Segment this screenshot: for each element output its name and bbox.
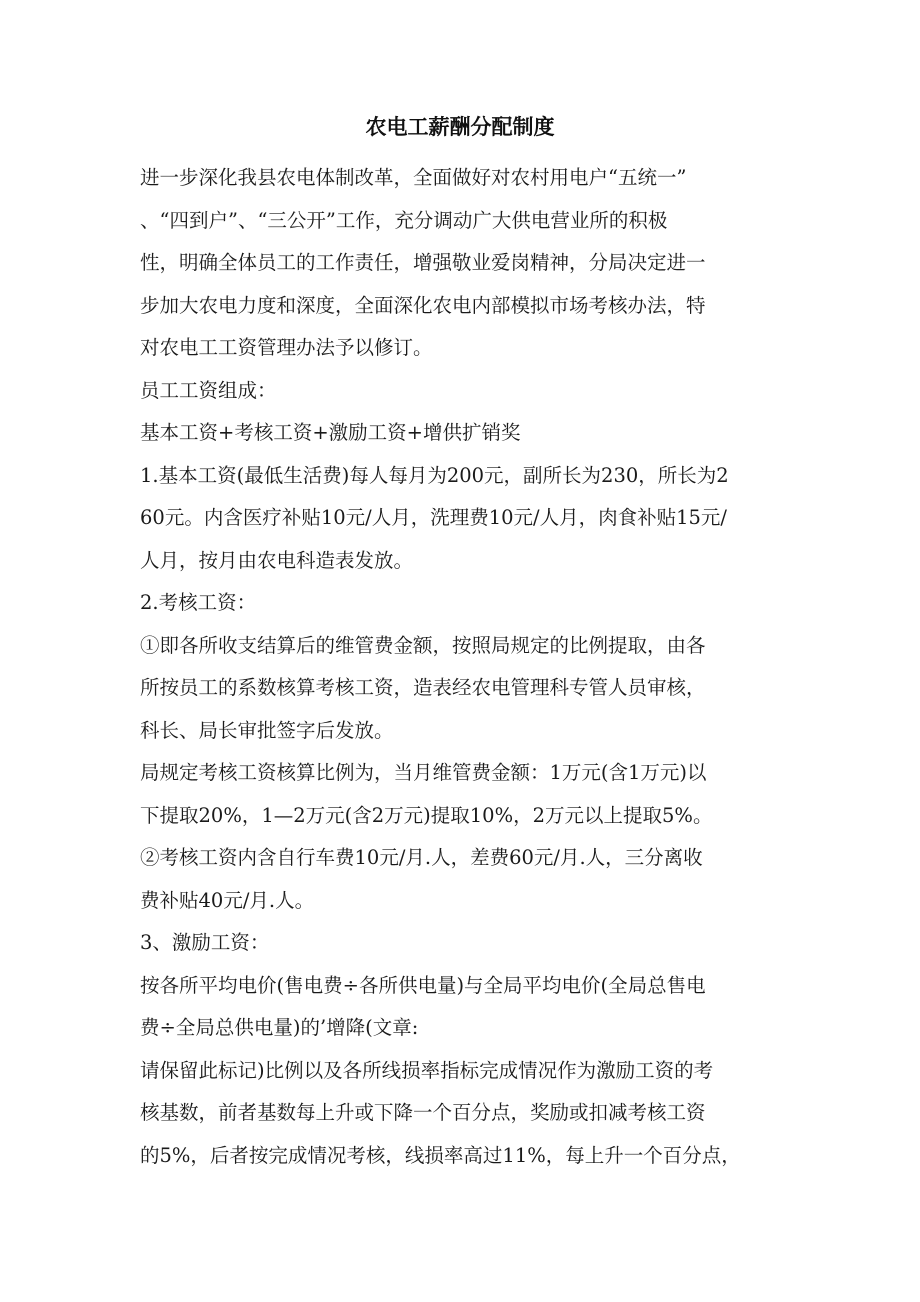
text-line: 、“四到户”、“三公开”工作，充分调动广大供电营业所的积极: [140, 208, 668, 232]
document-title: 农电工薪酬分配制度: [365, 115, 555, 139]
text-line: 核基数，前者基数每上升或下降一个百分点，奖励或扣减考核工资: [140, 1101, 706, 1124]
section-heading: 2.考核工资：: [140, 591, 257, 614]
text-line: 科长、局长审批签字后发放。: [140, 718, 394, 742]
text-line: 请保留此标记)比例以及各所线损率指标完成情况作为激励工资的考: [140, 1058, 714, 1082]
text-line: 人月，按月由农电科造表发放。: [140, 548, 414, 572]
text-line: 下提取20%，1—2万元(含2万元)提取10%，2万元以上提取5%。: [140, 803, 713, 827]
text-line: 按各所平均电价(售电费÷各所供电量)与全局平均电价(全局总售电: [140, 973, 706, 997]
text-line: 费补贴40元/月.人。: [140, 888, 315, 912]
text-line: 所按员工的系数核算考核工资，造表经农电管理科专管人员审核，: [140, 676, 706, 699]
text-line: ①即各所收支结算后的维管费金额，按照局规定的比例提取，由各: [140, 633, 706, 657]
text-line: 的5%，后者按完成情况考核，线损率高过11%，每上升一个百分点，: [140, 1143, 741, 1167]
text-line: 局规定考核工资核算比例为，当月维管费金额：1万元(含1万元)以: [140, 761, 707, 784]
section-heading: 3、激励工资：: [140, 931, 270, 954]
document-body: [140, 157, 780, 1177]
text-line: 基本工资+考核工资+激励工资+增供扩销奖: [140, 421, 521, 444]
text-line: 费÷全局总供电量)的’增降(文章:: [140, 1016, 419, 1039]
text-line: 性，明确全体员工的工作责任，增强敬业爱岗精神，分局决定进一: [140, 251, 706, 274]
text-line: 进一步深化我县农电体制改革，全面做好对农村用电户“五统一”: [140, 166, 687, 189]
text-line: 60元。内含医疗补贴10元/人月，洗理费10元/人月，肉食补贴15元/: [140, 506, 727, 529]
text-line: ②考核工资内含自行车费10元/月.人，差费60元/月.人，三分离收: [140, 846, 703, 869]
section-heading: 员工工资组成：: [140, 378, 277, 402]
text-line: 1.基本工资(最低生活费)每人每月为200元，副所长为230，所长为2: [140, 463, 729, 487]
text-line: 对农电工工资管理办法予以修订。: [140, 336, 433, 359]
text-line: 步加大农电力度和深度，全面深化农电内部模拟市场考核办法，特: [140, 293, 706, 317]
